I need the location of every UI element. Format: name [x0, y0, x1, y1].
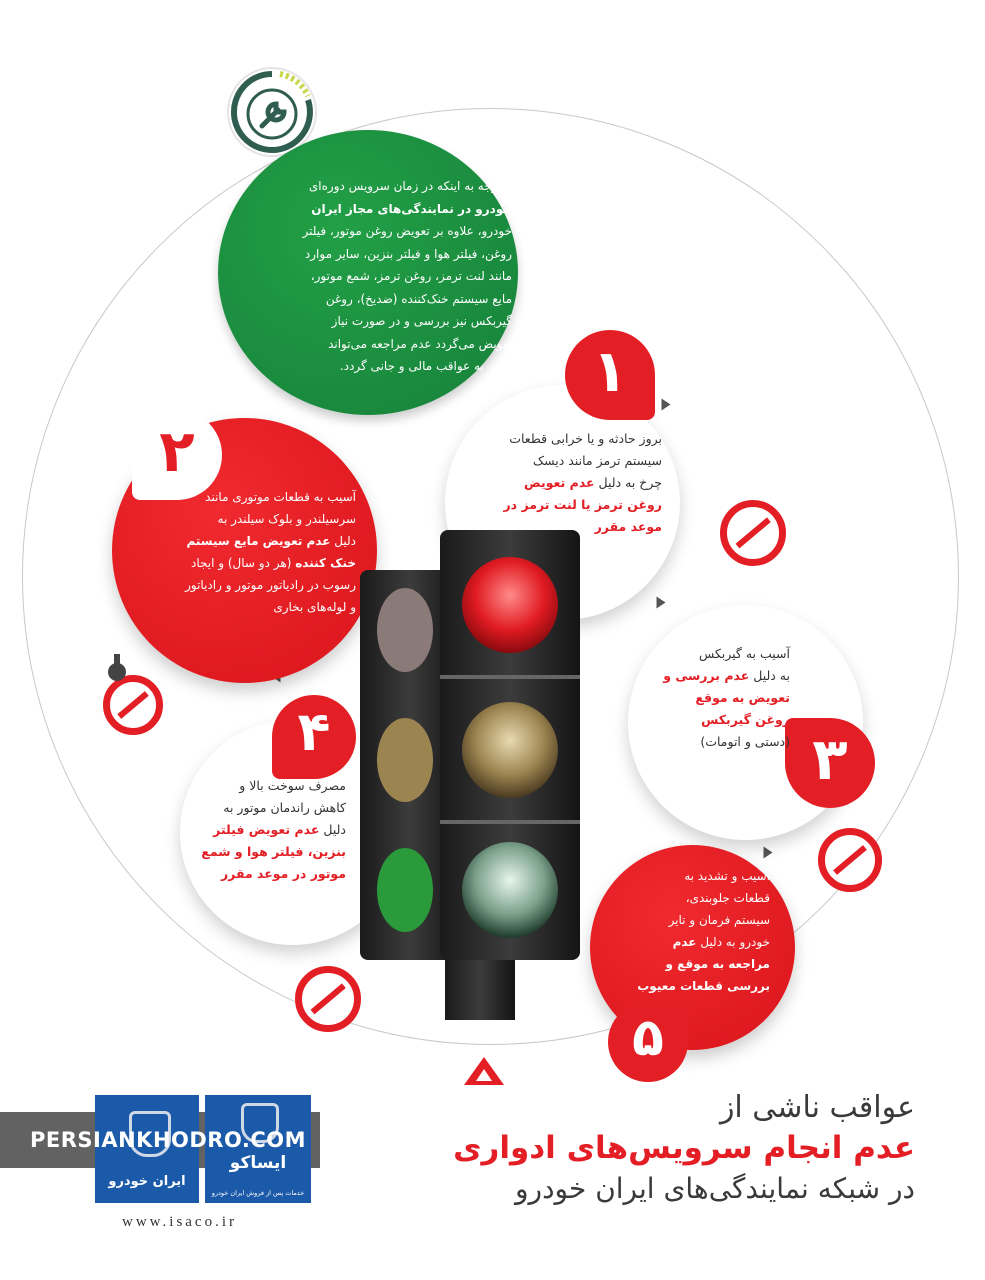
ring-arrow	[764, 847, 773, 859]
isaco-logo-text: ایساکو	[229, 1153, 287, 1173]
intro-text: با توجه به اینکه در زمان سرویس دوره‌ای خودرو در نمایندگی‌های مجاز ایران خودرو، علاوه بر تعویض روغن موتور، فیلتر روغن، فیلتر هوا و فیلتر بنزین، سایر موارد مانند لنت ترمز، روغن ترمز، شمع موتور، مایع سیستم خنک‌کننده (ضدیخ)، روغن گیربکس نیز بررسی و در صورت نیاز تعویض می‌گردد عدم مراجعه می‌تواند منجر به عواقب مالی و جانی گردد.	[302, 179, 512, 373]
item5-number: ۵	[632, 1008, 664, 1068]
item1-text: بروز حادثه و یا خرابی قطعات سیستم ترمز مانند دیسک چرخ به دلیل عدم تعویض روغن ترمز یا لنت ترمز در موعد مقرر	[503, 431, 662, 534]
ring-arrow	[657, 597, 666, 609]
ring-arrow	[662, 399, 671, 411]
item2-text: آسیب به قطعات موتوری مانند سرسیلندر و بلوک سیلندر به دلیل عدم تعویض مایع سیستم خنک کننده (هر دو سال) و ایجاد رسوب در رادیاتور موتور و رادیاتور و لوله‌های بخاری	[185, 490, 356, 614]
ikco-logo-text: ایران خودرو	[108, 1174, 186, 1189]
item3-number: ۳	[812, 725, 848, 793]
title-line3: در شبکه نمایندگی‌های ایران خودرو	[515, 1172, 915, 1205]
traffic-light	[340, 530, 620, 1020]
item4-text: مصرف سوخت بالا و کاهش راندمان موتور به دلیل عدم تعویض فیلتر بنزین، فیلتر هوا و شمع موتور در موعد مقرر	[201, 778, 346, 881]
item1-number: ۱	[592, 337, 628, 405]
website-link[interactable]: www.isaco.ir	[122, 1214, 238, 1230]
item4-number: ۴	[297, 700, 331, 763]
suspension-icon	[818, 828, 882, 892]
item5-text: آسیب و تشدید به قطعات جلوبندی، سیستم فرمان و تایر خودرو به دلیل عدم مراجعه به موقع و بررسی قطعات معیوب	[637, 869, 770, 993]
triangle-icon	[462, 1055, 506, 1087]
gearbox-icon	[101, 650, 137, 686]
item3-text: آسیب به گیربکس به دلیل عدم بررسی و تعویض به موقع روغن گیربکس (دستی و اتومات)	[663, 646, 790, 749]
title-line1: عواقب ناشی از	[719, 1090, 915, 1125]
title-line2: عدم انجام سرویس‌های ادواری	[453, 1130, 915, 1166]
isaco-logo-subtitle: خدمات پس از فروش ایران خودرو	[211, 1189, 305, 1197]
item2-number: ۲	[159, 417, 195, 485]
brake-disc-icon	[720, 500, 786, 566]
watermark-text: PERSIANKHODRO.COM	[30, 1128, 307, 1152]
